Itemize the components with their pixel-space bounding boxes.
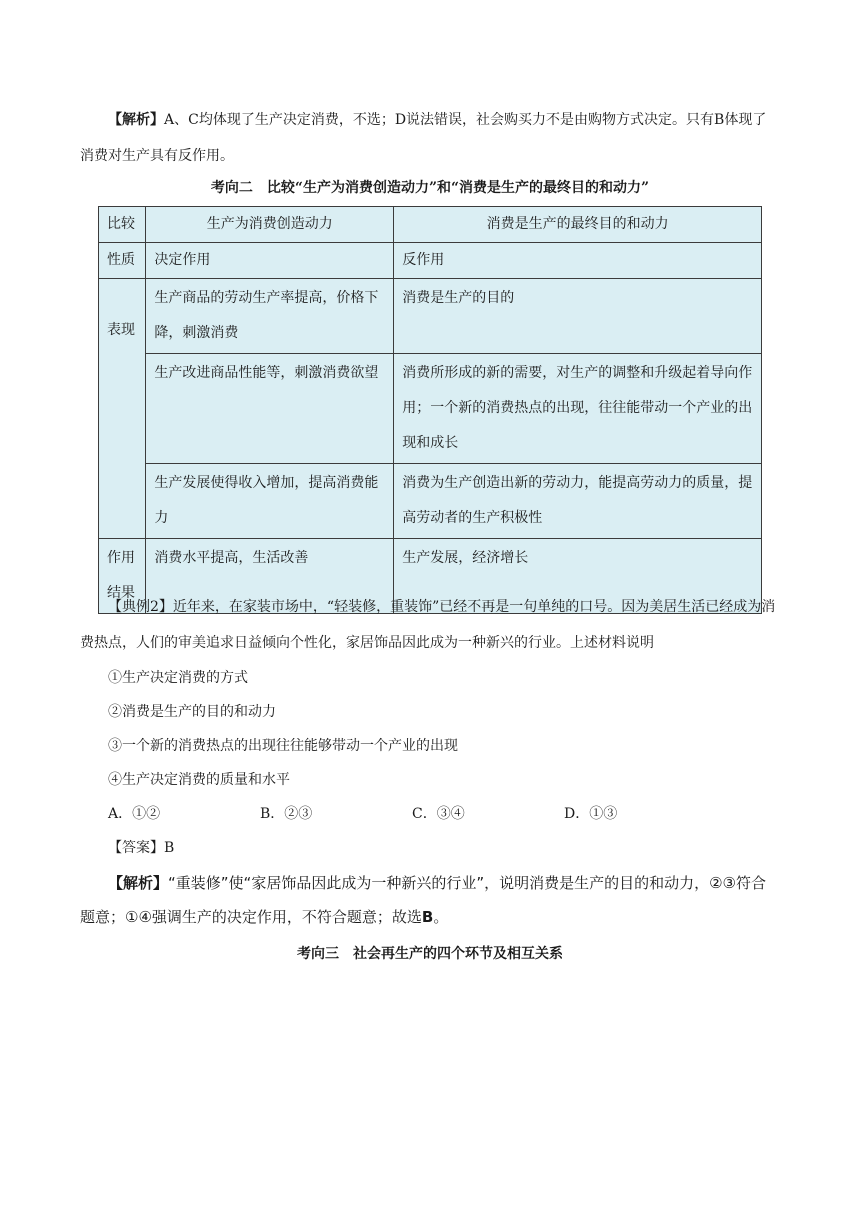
choice-item: ③一个新的消费热点的出现往往能够带动一个产业的出现 (108, 738, 458, 754)
comparison-table (98, 206, 762, 614)
option-a: A．①② (108, 806, 161, 822)
analysis-paragraph-2 (80, 866, 780, 934)
table-row-label: 作用结果 (99, 539, 146, 614)
option-b: B．②③ (260, 806, 313, 822)
choice-item: ②消费是生产的目的和动力 (108, 704, 276, 720)
example-paragraph (80, 589, 780, 661)
table-header-cell: 消费是生产的最终目的和动力 (394, 207, 762, 243)
table-cell: 消费所形成的新的需要，对生产的调整和升级起着导向作用；一个新的消费热点的出现，往往能带动一个产业的出现和成长 (394, 354, 762, 464)
table-cell: 生产发展使得收入增加，提高消费能力 (146, 464, 394, 539)
analysis-text: A、C均体现了生产决定消费，不选；D说法错误，社会购买力不是由购物方式决定。只有B体现了消费对生产具有反作用。 (80, 112, 767, 164)
table-cell: 生产改进商品性能等，刺激消费欲望 (146, 354, 394, 464)
section-heading-2: 考向二 比较“生产为消费创造动力”和“消费是生产的最终目的和动力” (210, 180, 650, 196)
option-c: C．③④ (412, 806, 465, 822)
choice-item: ④生产决定消费的质量和水平 (108, 772, 290, 788)
example-tag: 【典例2】 (108, 599, 173, 615)
analysis-tag: 【解析】 (108, 112, 164, 128)
answer-tag: 【答案】 (108, 840, 164, 856)
table-row-label: 性质 (99, 243, 146, 279)
table-row-label: 表现 (99, 279, 146, 539)
answer-options (108, 796, 716, 832)
table-header-cell: 比较 (99, 207, 146, 243)
example-text: 近年来，在家装市场中，“轻装修，重装饰”已经不再是一句单纯的口号。因为美居生活已经成为消费热点，人们的审美追求日益倾向个性化，家居饰品因此成为一种新兴的行业。上述材料说明 (80, 599, 776, 651)
table-cell: 生产发展，经济增长 (394, 539, 762, 614)
answer-value: B (164, 840, 175, 856)
table-header-row (99, 207, 762, 243)
table-cell: 生产商品的劳动生产率提高，价格下降，刺激消费 (146, 279, 394, 354)
table-header-cell: 生产为消费创造动力 (146, 207, 394, 243)
analysis-choice: B (421, 908, 434, 926)
table-row (99, 464, 762, 539)
table-cell: 消费是生产的目的 (394, 279, 762, 354)
choice-item: ①生产决定消费的方式 (108, 670, 248, 686)
table-row (99, 354, 762, 464)
section-heading-3: 考向三 社会再生产的四个环节及相互关系 (297, 946, 563, 962)
table-cell: 消费为生产创造出新的劳动力，能提高劳动力的质量，提高劳动者的生产积极性 (394, 464, 762, 539)
table-cell: 决定作用 (146, 243, 394, 279)
table-cell: 反作用 (394, 243, 762, 279)
answer-line (80, 830, 780, 866)
analysis-paragraph-1 (80, 102, 780, 174)
option-d: D．①③ (564, 806, 618, 822)
table-cell: 消费水平提高，生活改善 (146, 539, 394, 614)
analysis-tag: 【解析】 (108, 874, 169, 892)
analysis-text: “重装修”使“家居饰品因此成为一种新兴的行业”，说明消费是生产的目的和动力，②③符合题意；①④强调生产的决定作用，不符合题意；故选 (80, 874, 766, 926)
analysis-end: 。 (433, 908, 449, 926)
table-row (99, 279, 762, 354)
table-row (99, 243, 762, 279)
